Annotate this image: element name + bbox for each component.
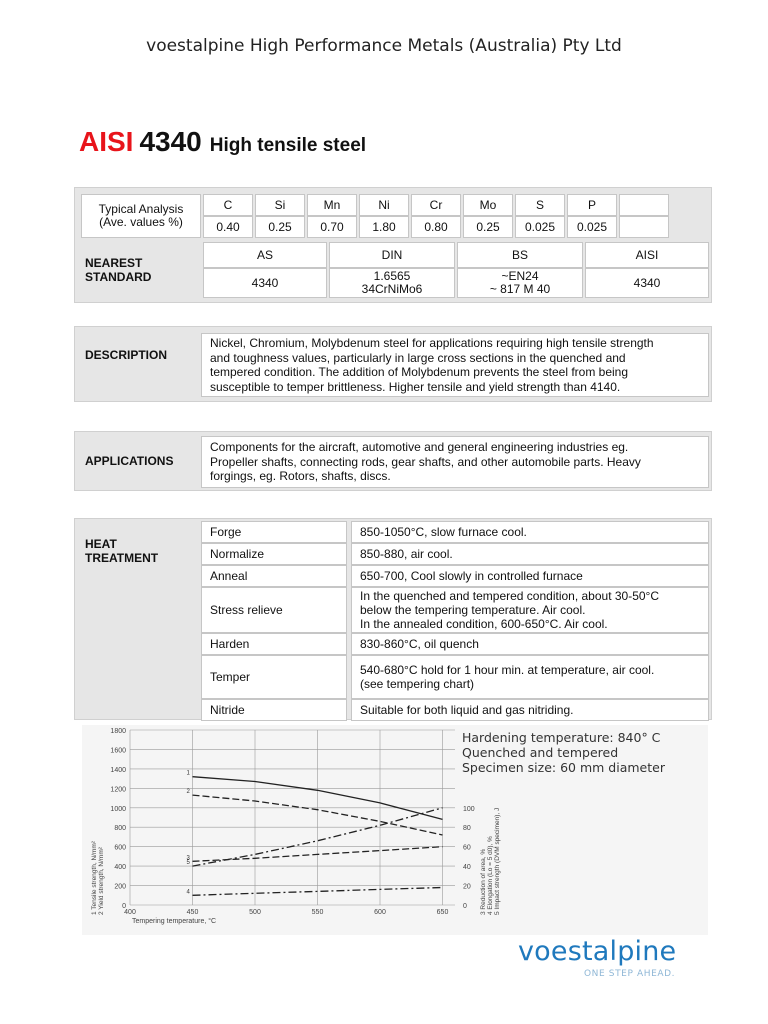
standard-label [85, 256, 151, 284]
y-left-tick-label: 0 [122, 903, 126, 910]
standard-value [203, 268, 327, 298]
heat-process-name: Forge [201, 521, 347, 543]
heat-treatment-label-line2: TREATMENT [85, 551, 159, 565]
applications-line: Components for the aircraft, automotive and general engineering industries eg. [210, 440, 629, 455]
tempering-chart-svg [82, 725, 708, 935]
chart-note: Hardening temperature: 840° C [462, 730, 661, 745]
element-header: P [567, 194, 617, 216]
applications-text-cell [201, 436, 709, 488]
standard-header: DIN [329, 242, 455, 268]
y-left-tick-label: 400 [114, 864, 126, 872]
standard-value [457, 268, 583, 298]
heat-process-detail [351, 655, 709, 699]
element-value: 0.40 [203, 216, 253, 238]
y-left-tick-label: 1800 [110, 728, 126, 735]
standard-value-line1: 1.6565 [373, 269, 411, 283]
standard-header: AISI [585, 242, 709, 268]
standard-value-line1: 4340 [633, 275, 661, 290]
heat-process-detail-line: 850-880, air cool. [360, 547, 453, 561]
heat-process-name: Temper [201, 655, 347, 699]
heat-process-detail [351, 521, 709, 543]
analysis-box [74, 187, 712, 303]
standard-value-line2: 34CrNiMo6 [361, 282, 423, 296]
heat-process-detail-line: 850-1050°C, slow furnace cool. [360, 525, 527, 539]
standard-value-line2: ~ 817 M 40 [489, 282, 551, 296]
heat-process-detail-line: Suitable for both liquid and gas nitriding. [360, 703, 574, 717]
x-tick-label: 550 [311, 909, 324, 916]
description-line: and toughness values, particularly in large cross sections in the quenched and [210, 350, 626, 365]
applications-line: forgings, eg. Rotors, shafts, discs. [210, 469, 391, 484]
standard-label-line2: STANDARD [85, 270, 152, 284]
analysis-label-line2: (Ave. values %) [99, 215, 183, 229]
standard-value [329, 268, 455, 298]
y-left-axis-label: 1 Tensile strength, N/mm² [91, 841, 98, 915]
heat-process-detail [351, 565, 709, 587]
x-tick-label: 400 [124, 909, 136, 916]
y-right-axis-label: 4 Elongation (Lo = 5 d0), % [487, 836, 494, 915]
element-header: C [203, 194, 253, 216]
y-left-tick-label: 200 [114, 883, 126, 891]
y-right-axis-label: 3 Reduction of area, % [480, 848, 487, 915]
element-value: 0.80 [411, 216, 461, 238]
applications-label: APPLICATIONS [85, 454, 174, 468]
y-right-axis-label: 5 Impact strength (DVM specimen), J [494, 807, 501, 915]
y-left-tick-label: 600 [114, 844, 126, 852]
applications-line: Propeller shafts, connecting rods, gear shafts, and other automobile parts. Heavy [210, 454, 641, 469]
heat-process-name: Nitride [201, 699, 347, 721]
x-tick-label: 650 [436, 909, 449, 916]
heat-process-name: Harden [201, 633, 347, 655]
page-title [79, 126, 366, 158]
element-value: 0.25 [463, 216, 513, 238]
heat-process-detail-line: In the quenched and tempered condition, about 30-50°C [360, 589, 660, 603]
standard-value-line1: 4340 [251, 275, 279, 290]
heat-process-detail [351, 633, 709, 655]
heat-process-detail-line: 540-680°C hold for 1 hour min. at temperature, air cool. [360, 663, 655, 677]
applications-box [74, 431, 712, 491]
chart-note: Specimen size: 60 mm diameter [462, 760, 665, 775]
y-right-tick-label: 40 [463, 864, 471, 872]
heat-process-name: Normalize [201, 543, 347, 565]
element-header: Ni [359, 194, 409, 216]
heat-process-detail-line: 830-860°C, oil quench [360, 637, 479, 651]
y-right-tick-label: 100 [463, 805, 475, 813]
title-grade: 4340 [139, 126, 202, 157]
y-left-tick-label: 1600 [110, 747, 126, 755]
heat-process-name: Stress relieve [201, 587, 347, 633]
element-header: Mo [463, 194, 513, 216]
series-label: 1 [186, 770, 190, 777]
logo-tagline: ONE STEP AHEAD. [584, 969, 676, 979]
heat-treatment-box [74, 518, 712, 720]
element-value: 0.025 [515, 216, 565, 238]
heat-process-detail [351, 543, 709, 565]
element-value [619, 216, 669, 238]
heat-process-detail [351, 587, 709, 633]
y-right-tick-label: 0 [463, 903, 467, 910]
analysis-label-line1: Typical Analysis [98, 202, 184, 216]
standard-header: AS [203, 242, 327, 268]
x-axis-label: Tempering temperature, °C [132, 918, 217, 925]
series-label: 5 [186, 860, 190, 867]
y-left-tick-label: 1400 [110, 766, 126, 774]
y-left-tick-label: 800 [114, 825, 126, 833]
element-header: Cr [411, 194, 461, 216]
heat-process-detail-line: below the tempering temperature. Air cool. [360, 603, 586, 617]
y-right-tick-label: 60 [463, 844, 471, 852]
element-value: 0.25 [255, 216, 305, 238]
element-header: Mn [307, 194, 357, 216]
heat-process-name: Anneal [201, 565, 347, 587]
standard-label-line1: NEAREST [85, 256, 143, 270]
description-line: susceptible to temper brittleness. Higher tensile and yield strength than 4140. [210, 379, 621, 394]
company-name: voestalpine High Performance Metals (Australia) Pty Ltd [146, 36, 622, 56]
y-left-tick-label: 1200 [110, 786, 126, 794]
series-label: 4 [186, 889, 190, 896]
standard-value-line1: ~EN24 [501, 269, 539, 283]
element-value: 0.70 [307, 216, 357, 238]
description-line: Nickel, Chromium, Molybdenum steel for applications requiring high tensile strength [210, 336, 654, 350]
chart-note: Quenched and tempered [462, 745, 619, 760]
heat-process-detail-line: 650-700, Cool slowly in controlled furnace [360, 569, 583, 583]
voestalpine-logo [518, 936, 676, 979]
title-subtitle: High tensile steel [209, 135, 367, 156]
element-header: S [515, 194, 565, 216]
series-label: 2 [186, 789, 190, 796]
x-tick-label: 600 [374, 909, 386, 916]
standard-header: BS [457, 242, 583, 268]
y-right-tick-label: 80 [463, 825, 471, 833]
title-prefix: AISI [79, 126, 134, 157]
element-value: 1.80 [359, 216, 409, 238]
heat-process-detail-line: In the annealed condition, 600-650°C. Air cool. [360, 617, 608, 631]
heat-treatment-label-line1: HEAT [85, 537, 117, 551]
description-line: tempered condition. The addition of Molybdenum prevents the steel from being [210, 365, 629, 379]
element-header: Si [255, 194, 305, 216]
standard-value [585, 268, 709, 298]
element-value: 0.025 [567, 216, 617, 238]
y-left-axis-label: 2 Yield strength, N/mm² [98, 847, 105, 915]
y-left-tick-label: 1000 [110, 805, 126, 813]
heat-process-detail [351, 699, 709, 721]
description-text-cell [201, 333, 709, 397]
element-header [619, 194, 669, 216]
x-tick-label: 500 [249, 909, 261, 916]
description-box [74, 326, 712, 402]
analysis-label [81, 194, 201, 238]
heat-treatment-label [85, 537, 158, 565]
tempering-chart [82, 725, 708, 935]
logo-wordmark: voestalpine [518, 936, 677, 967]
heat-process-detail-line: (see tempering chart) [360, 677, 475, 691]
x-tick-label: 450 [186, 909, 199, 916]
description-label: DESCRIPTION [85, 348, 168, 362]
series-label: 3 [186, 855, 190, 862]
y-right-tick-label: 20 [463, 883, 471, 891]
